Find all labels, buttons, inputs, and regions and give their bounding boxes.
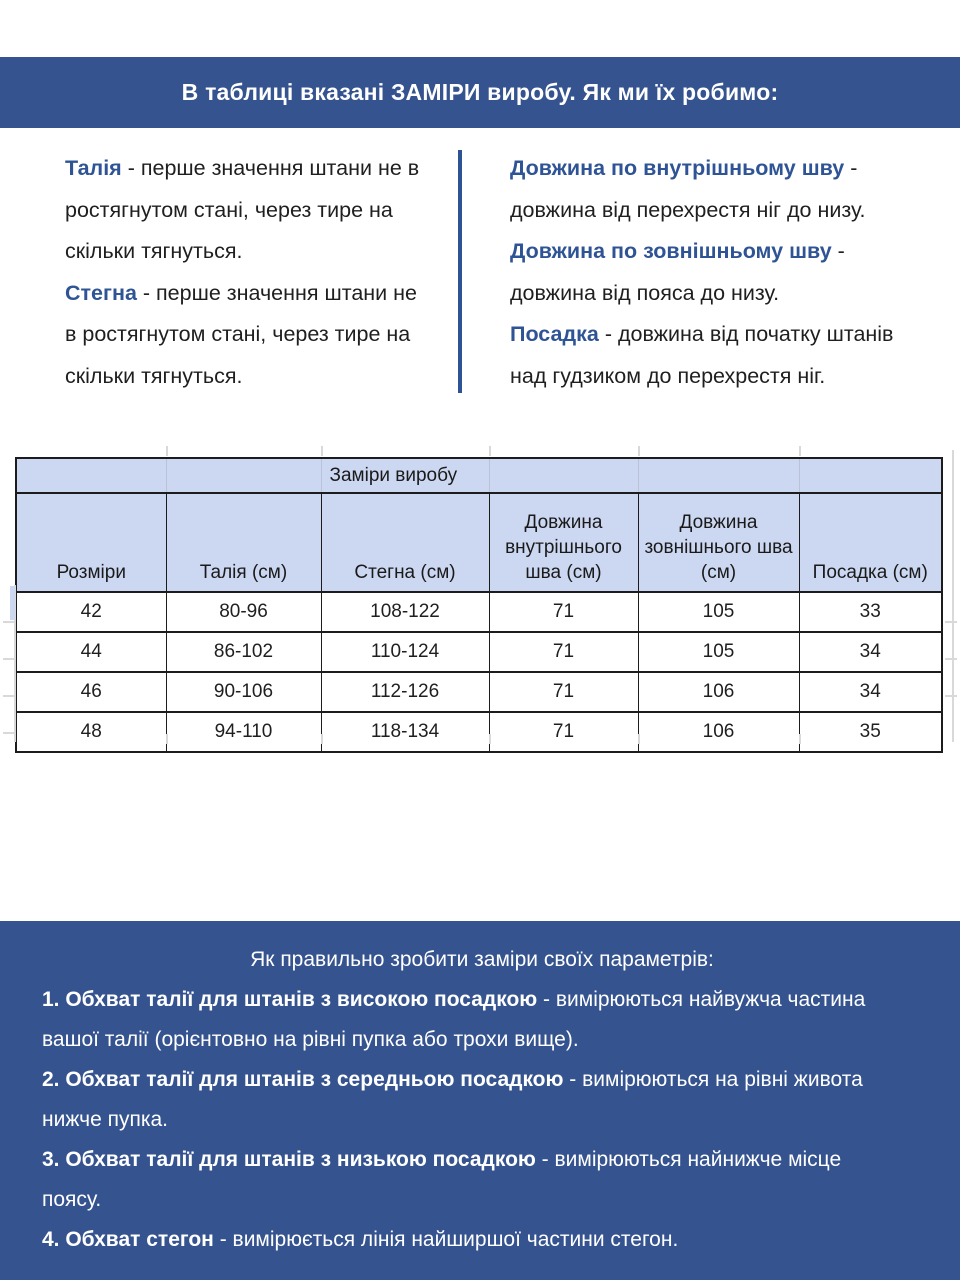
definition-line: скільки тягнуться. — [65, 239, 243, 263]
grid-tick — [945, 658, 957, 660]
grid-tick — [799, 446, 801, 456]
cell-inseam: 71 — [489, 672, 638, 712]
cell-inseam: 71 — [489, 592, 638, 632]
cell-inseam: 71 — [489, 712, 638, 752]
column-header-outseam: Довжина зовнішнього шва (см) — [638, 493, 799, 592]
size-chart-table — [15, 457, 943, 753]
cell-size: 42 — [16, 592, 166, 632]
grid-tick — [945, 695, 957, 697]
instructions-title: Як правильно зробити заміри своїх параметрів: — [250, 948, 714, 971]
grid-tick — [489, 734, 491, 744]
cell-waist: 94-110 — [166, 712, 321, 752]
cell-outseam: 105 — [638, 592, 799, 632]
cell-hips: 112-126 — [321, 672, 489, 712]
grid-tick — [945, 621, 957, 623]
cell-outseam: 106 — [638, 712, 799, 752]
grid-tick — [166, 734, 168, 744]
table-group-header-row — [16, 458, 942, 493]
cell-waist: 90-106 — [166, 672, 321, 712]
column-header-waist: Талія (см) — [166, 493, 321, 592]
definition-line: Довжина по зовнішньому шву - — [510, 239, 845, 263]
cell-waist: 80-96 — [166, 592, 321, 632]
grid-line-right — [952, 450, 954, 742]
empty-cell — [166, 458, 321, 493]
cell-rise: 34 — [799, 672, 942, 712]
cell-hips: 110-124 — [321, 632, 489, 672]
table-row — [16, 632, 942, 672]
definition-line: довжина від пояса до низу. — [510, 280, 780, 305]
definition-term: Талія — [65, 156, 122, 180]
page-title: В таблиці вказані ЗАМІРИ виробу. Як ми їх робимо: — [181, 79, 779, 105]
table-header-row — [16, 493, 942, 592]
instruction-line: 4. Обхват стегон - вимірюється лінія найширшої частини стегон. — [42, 1228, 679, 1251]
definition-term: Довжина по зовнішньому шву — [510, 239, 832, 263]
instruction-line: поясу. — [42, 1188, 102, 1211]
table-row — [16, 712, 942, 752]
definition-line: Посадка - довжина від початку штанів — [510, 322, 894, 346]
instruction-line: 1. Обхват талії для штанів з високою посадкою - вимірюються найвужча частина — [42, 988, 866, 1011]
definition-line: в ростягнутом стані, через тире на — [65, 322, 411, 346]
definition-line: над гудзиком до перехрестя ніг. — [510, 363, 826, 388]
grid-tick — [166, 446, 168, 456]
grid-tick — [3, 695, 15, 697]
grid-tick — [3, 658, 15, 660]
cell-outseam: 105 — [638, 632, 799, 672]
top-title-band — [0, 57, 960, 128]
column-header-inseam: Довжина внутрішнього шва (см) — [489, 493, 638, 592]
instruction-line: 2. Обхват талії для штанів з середньою посадкою - вимірюються на рівні живота — [42, 1068, 863, 1091]
cell-inseam: 71 — [489, 632, 638, 672]
grid-tick — [638, 446, 640, 456]
grid-tick — [799, 734, 801, 744]
grid-tick — [321, 446, 323, 456]
definition-line: скільки тягнуться. — [65, 363, 243, 388]
grid-tick — [489, 446, 491, 456]
definition-term: Довжина по внутрішньому шву — [510, 156, 845, 180]
cell-size: 46 — [16, 672, 166, 712]
grid-tick — [3, 621, 15, 623]
definitions-right-column — [510, 148, 935, 397]
cell-rise: 34 — [799, 632, 942, 672]
definition-line: Довжина по внутрішньому шву - — [510, 156, 858, 180]
empty-cell — [799, 458, 942, 493]
cell-rise: 33 — [799, 592, 942, 632]
definition-term: Посадка — [510, 322, 599, 346]
table-row — [16, 592, 942, 632]
instruction-line: вашої талії (орієнтовно на рівні пупка або трохи вище). — [42, 1028, 579, 1051]
empty-cell — [489, 458, 638, 493]
instruction-bold: 2. Обхват талії для штанів з середньою посадкою — [42, 1068, 564, 1091]
column-divider-line — [458, 150, 462, 393]
definition-line: Стегна - перше значення штани не — [65, 280, 417, 305]
column-header-sizes: Розміри — [16, 493, 166, 592]
cell-hips: 118-134 — [321, 712, 489, 752]
table-group-title: Заміри виробу — [321, 458, 489, 493]
cell-waist: 86-102 — [166, 632, 321, 672]
grid-tick — [638, 734, 640, 744]
footer-instructions-band — [0, 921, 960, 1280]
grid-tick — [3, 732, 15, 734]
instruction-line: нижче пупка. — [42, 1108, 168, 1131]
definition-term: Стегна — [65, 280, 137, 305]
definition-line: довжина від перехрестя ніг до низу. — [510, 197, 866, 222]
empty-cell — [638, 458, 799, 493]
definition-line: ростягнутом стані, через тире на — [65, 197, 393, 222]
cell-hips: 108-122 — [321, 592, 489, 632]
instruction-bold: 1. Обхват талії для штанів з високою посадкою — [42, 988, 538, 1011]
column-header-hips: Стегна (см) — [321, 493, 489, 592]
table-row — [16, 672, 942, 712]
cell-size: 48 — [16, 712, 166, 752]
column-header-rise: Посадка (см) — [799, 493, 942, 592]
instruction-bold: 3. Обхват талії для штанів з низькою посадкою — [42, 1148, 536, 1171]
grid-tick — [321, 734, 323, 744]
definitions-left-column — [65, 148, 445, 397]
instruction-bold: 4. Обхват стегон — [42, 1228, 214, 1251]
cell-size: 44 — [16, 632, 166, 672]
cell-outseam: 106 — [638, 672, 799, 712]
empty-cell — [16, 458, 166, 493]
definition-line: Талія - перше значення штани не в — [65, 156, 420, 180]
cell-rise: 35 — [799, 712, 942, 752]
instruction-line: 3. Обхват талії для штанів з низькою посадкою - вимірюються найнижче місце — [42, 1148, 842, 1171]
row-selection-sliver — [10, 586, 15, 620]
